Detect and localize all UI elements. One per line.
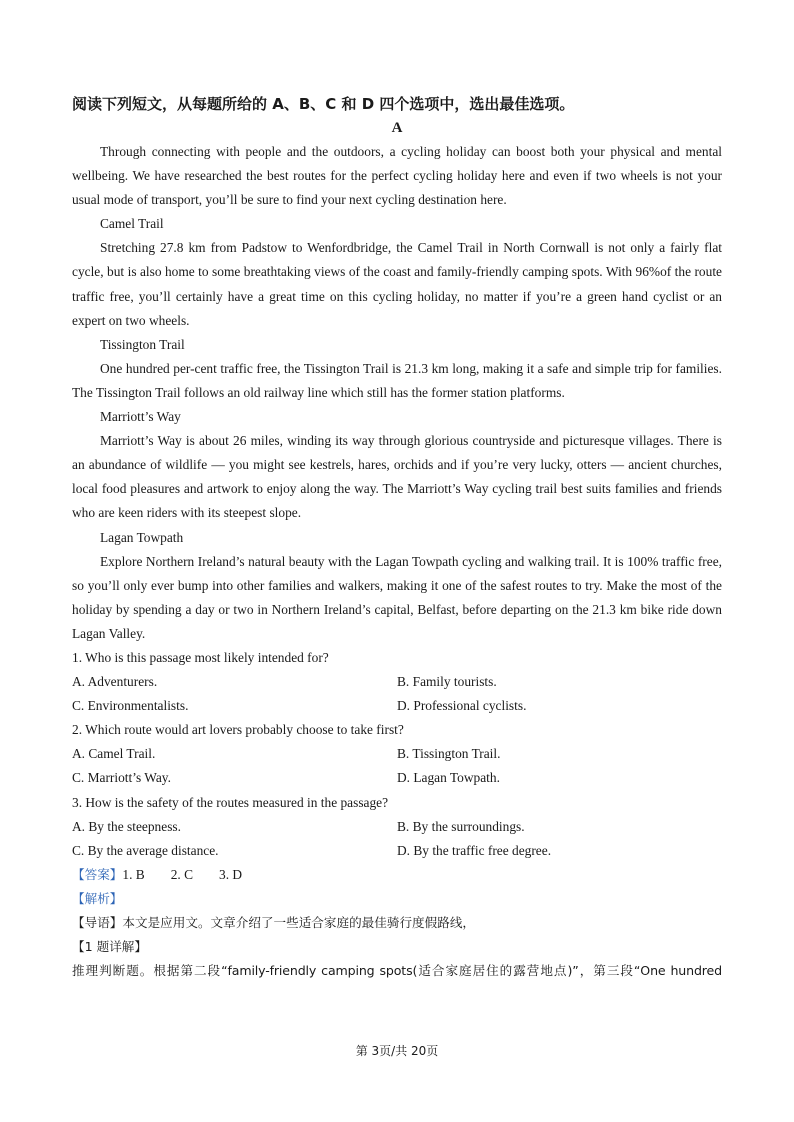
route-heading-tissington: Tissington Trail (100, 336, 185, 352)
option: A. Adventurers. (72, 674, 158, 690)
option: C. By the average distance. (72, 842, 219, 858)
route-heading-camel: Camel Trail (100, 216, 164, 232)
document-page (72, 92, 722, 983)
guide-tag: 【导语】 (72, 915, 123, 930)
question-3-options-row-2 (72, 839, 722, 863)
option: B. Tissington Trail. (397, 746, 501, 762)
question-3-options-row-1 (72, 815, 722, 839)
page-footer: 第 3页/共 20页 (355, 1044, 439, 1058)
question-2-stem: 2. Which route would art lovers probably choose to take first? (72, 722, 404, 738)
answer-item: 3. D (219, 866, 243, 882)
question-1-stem: 1. Who is this passage most likely intended for? (72, 649, 329, 665)
option: D. By the traffic free degree. (397, 842, 552, 858)
question-1-options-row-2 (72, 694, 722, 718)
route-text-marriott: Marriott’s Way is about 26 miles, winding its way through glorious countryside and picturesque villages. There is an abundance of wildlife — you might see kestrels, hares, orchids and if you’re very lucky, otters — ancient churches, local food pleasures and artwork to enjoy along the way. The Marriott’s Way cycling trail best suits families and friends who are keen riders with its steepest slope. (72, 433, 722, 521)
intro-paragraph: Through connecting with people and the outdoors, a cycling holiday can boost both your physical and mental wellbeing. We have researched the best routes for the perfect cycling holiday here and even if two wheels is not your usual mode of transport, you’ll be sure to find your next cycling destination here. (72, 144, 722, 208)
analysis-line (72, 887, 722, 911)
guide-text: 本文是应用文。文章介绍了一些适合家庭的最佳骑行度假路线， (122, 915, 475, 930)
route-heading-marriott: Marriott’s Way (100, 409, 181, 425)
analysis-tag: 【解析】 (72, 890, 123, 906)
route-text-camel: Stretching 27.8 km from Padstow to Wenfordbridge, the Camel Trail in North Cornwall is not only a fairly flat cycle, but is also home to some breathtaking views of the coast and family-friendly camping spots. With 96%of the route traffic free, you’ll certainly have a great time on this cycling holiday, no matter if you’re a green hand cyclist or an expert on two wheels. (72, 240, 722, 328)
option: A. Camel Trail. (72, 746, 156, 762)
option: C. Environmentalists. (72, 698, 189, 714)
option: D. Lagan Towpath. (397, 770, 500, 786)
route-text-lagan: Explore Northern Ireland’s natural beauty with the Lagan Towpath cycling and walking trail. It is 100% traffic free, so you’ll only ever bump into other families and walkers, making it one of the safest routes to try. Make the most of the holiday by spending a day or two in Northern Ireland’s capital, Belfast, before departing on the 21.3 km bike ride down Lagan Valley. (72, 553, 722, 641)
option: B. By the surroundings. (397, 818, 525, 834)
section-letter: A (391, 120, 403, 136)
route-heading-lagan: Lagan Towpath (100, 529, 184, 545)
question-2-options-row-1 (72, 742, 722, 766)
guide-line (72, 911, 722, 935)
question-1-options-row-1 (72, 670, 722, 694)
route-text-tissington: One hundred per-cent traffic free, the Tissington Trail is 21.3 km long, making it a safe and simple trip for families. The Tissington Trail follows an old railway line which still has the former station platforms. (72, 360, 722, 400)
answer-item: 2. C (170, 866, 194, 882)
option: B. Family tourists. (397, 674, 497, 690)
instruction: 阅读下列短文，从每题所给的 A、B、C 和 D 四个选项中，选出最佳选项。 (72, 95, 575, 113)
q1-detail-text: 推理判断题。根据第二段“family-friendly camping spots(适合家庭居住的露营地点)”，第三段“One hundred (72, 963, 722, 979)
option: A. By the steepness. (72, 818, 181, 834)
answer-line (72, 863, 722, 887)
q1-detail-heading: 【1 题详解】 (72, 939, 147, 955)
answer-tag: 【答案】 (72, 866, 123, 882)
option: D. Professional cyclists. (397, 698, 527, 714)
answer-item: 1. B (122, 866, 145, 882)
question-2-options-row-2 (72, 766, 722, 790)
option: C. Marriott’s Way. (72, 770, 171, 786)
question-3-stem: 3. How is the safety of the routes measured in the passage? (72, 794, 389, 810)
